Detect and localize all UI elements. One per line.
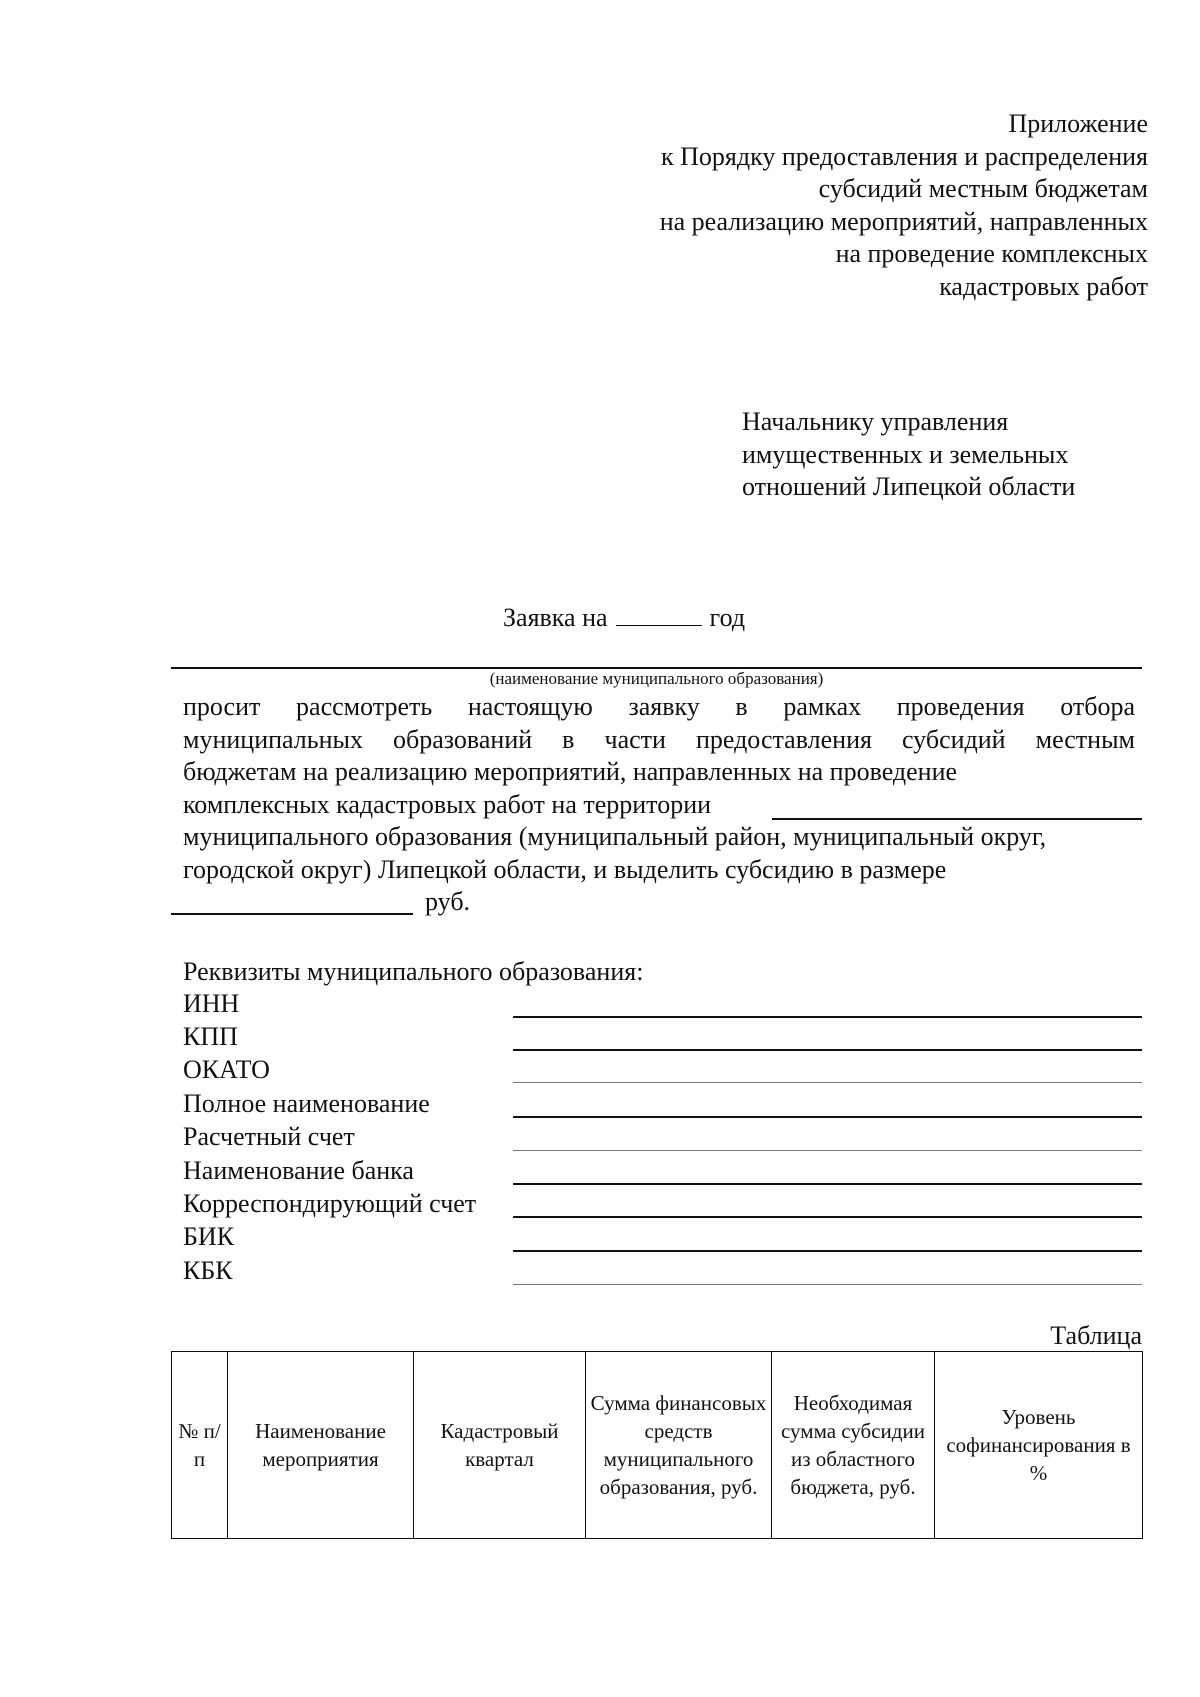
addressee-line: имущественных и земельных	[742, 439, 1069, 469]
requisite-label-corr-account: Корреспондирующий счет	[183, 1189, 477, 1218]
appendix-line: на проведение комплексных	[835, 239, 1148, 268]
column-header-cofinancing-level: Уровень софинансирования в %	[935, 1352, 1143, 1539]
requisites-heading: Реквизиты муниципального образования:	[183, 957, 644, 986]
appendix-line: на реализацию мероприятий, направленных	[659, 206, 1148, 236]
requisite-field-bank[interactable]	[513, 1183, 1142, 1185]
requisite-field-okato[interactable]	[513, 1082, 1142, 1083]
appendix-header	[660, 108, 1148, 303]
municipality-caption: (наименование муниципального образования)	[489, 669, 824, 688]
requisite-label-bank: Наименование банка	[183, 1156, 414, 1185]
document-title	[503, 601, 745, 634]
request-line-6: городской округ) Липецкой области, и выделить субсидию в размере	[183, 854, 947, 884]
territory-blank-field[interactable]	[772, 818, 1142, 820]
requisite-label-account: Расчетный счет	[183, 1122, 355, 1151]
requisite-field-full-name[interactable]	[513, 1116, 1142, 1118]
request-line-5: муниципального образования (муниципальный район, муниципальный округ,	[183, 822, 1047, 851]
requisite-field-corr-account[interactable]	[513, 1216, 1142, 1218]
table-label: Таблица	[1050, 1321, 1142, 1350]
column-header-event-name: Наименование мероприятия	[228, 1352, 414, 1539]
column-header-subsidy-amount: Необходимая сумма субсидии из областного бюджета, руб.	[772, 1352, 935, 1539]
addressee-line: Начальнику управления	[742, 407, 1009, 436]
requisite-field-kpp[interactable]	[513, 1049, 1142, 1051]
request-line-1: просит рассмотреть настоящую заявку в рамках проведения отбора	[183, 692, 1135, 721]
request-line-4: комплексных кадастровых работ на территории	[183, 789, 712, 819]
title-suffix: год	[709, 603, 746, 632]
requisite-field-kbk[interactable]	[513, 1284, 1142, 1285]
year-blank-field[interactable]	[616, 601, 702, 626]
appendix-line: к Порядку предоставления и распределения	[660, 141, 1148, 171]
subsidy-amount-field[interactable]	[171, 913, 413, 915]
addressee-line: отношений Липецкой области	[742, 472, 1076, 501]
addressee-block	[742, 406, 1075, 504]
appendix-line: кадастровых работ	[939, 271, 1148, 301]
column-header-municipal-funds: Сумма финансовых средств муниципального образования, руб.	[586, 1352, 772, 1539]
column-header-cadastral-quarter: Кадастровый квартал	[414, 1352, 586, 1539]
requisite-label-bik: БИК	[183, 1222, 235, 1251]
subsidy-table	[171, 1351, 1143, 1539]
title-prefix: Заявка на	[503, 603, 608, 632]
appendix-line: субсидий местным бюджетам	[818, 174, 1148, 203]
request-line-3: бюджетам на реализацию мероприятий, направленных на проведение	[183, 757, 958, 786]
request-line-2: муниципальных образований в части предоставления субсидий местным	[183, 724, 1135, 754]
requisite-label-kbk: КБК	[183, 1256, 233, 1285]
requisite-label-full-name: Полное наименование	[183, 1089, 430, 1118]
requisite-field-bik[interactable]	[513, 1250, 1142, 1252]
requisite-field-account[interactable]	[513, 1150, 1142, 1151]
currency-label: руб.	[425, 887, 471, 916]
requisite-label-inn: ИНН	[183, 989, 240, 1018]
requisite-field-inn[interactable]	[513, 1016, 1142, 1018]
requisite-label-kpp: КПП	[183, 1022, 238, 1051]
column-header-number: № п/п	[172, 1352, 228, 1539]
requisite-label-okato: ОКАТО	[183, 1055, 270, 1084]
table-header-row	[172, 1352, 1143, 1539]
appendix-line: Приложение	[1008, 109, 1148, 138]
